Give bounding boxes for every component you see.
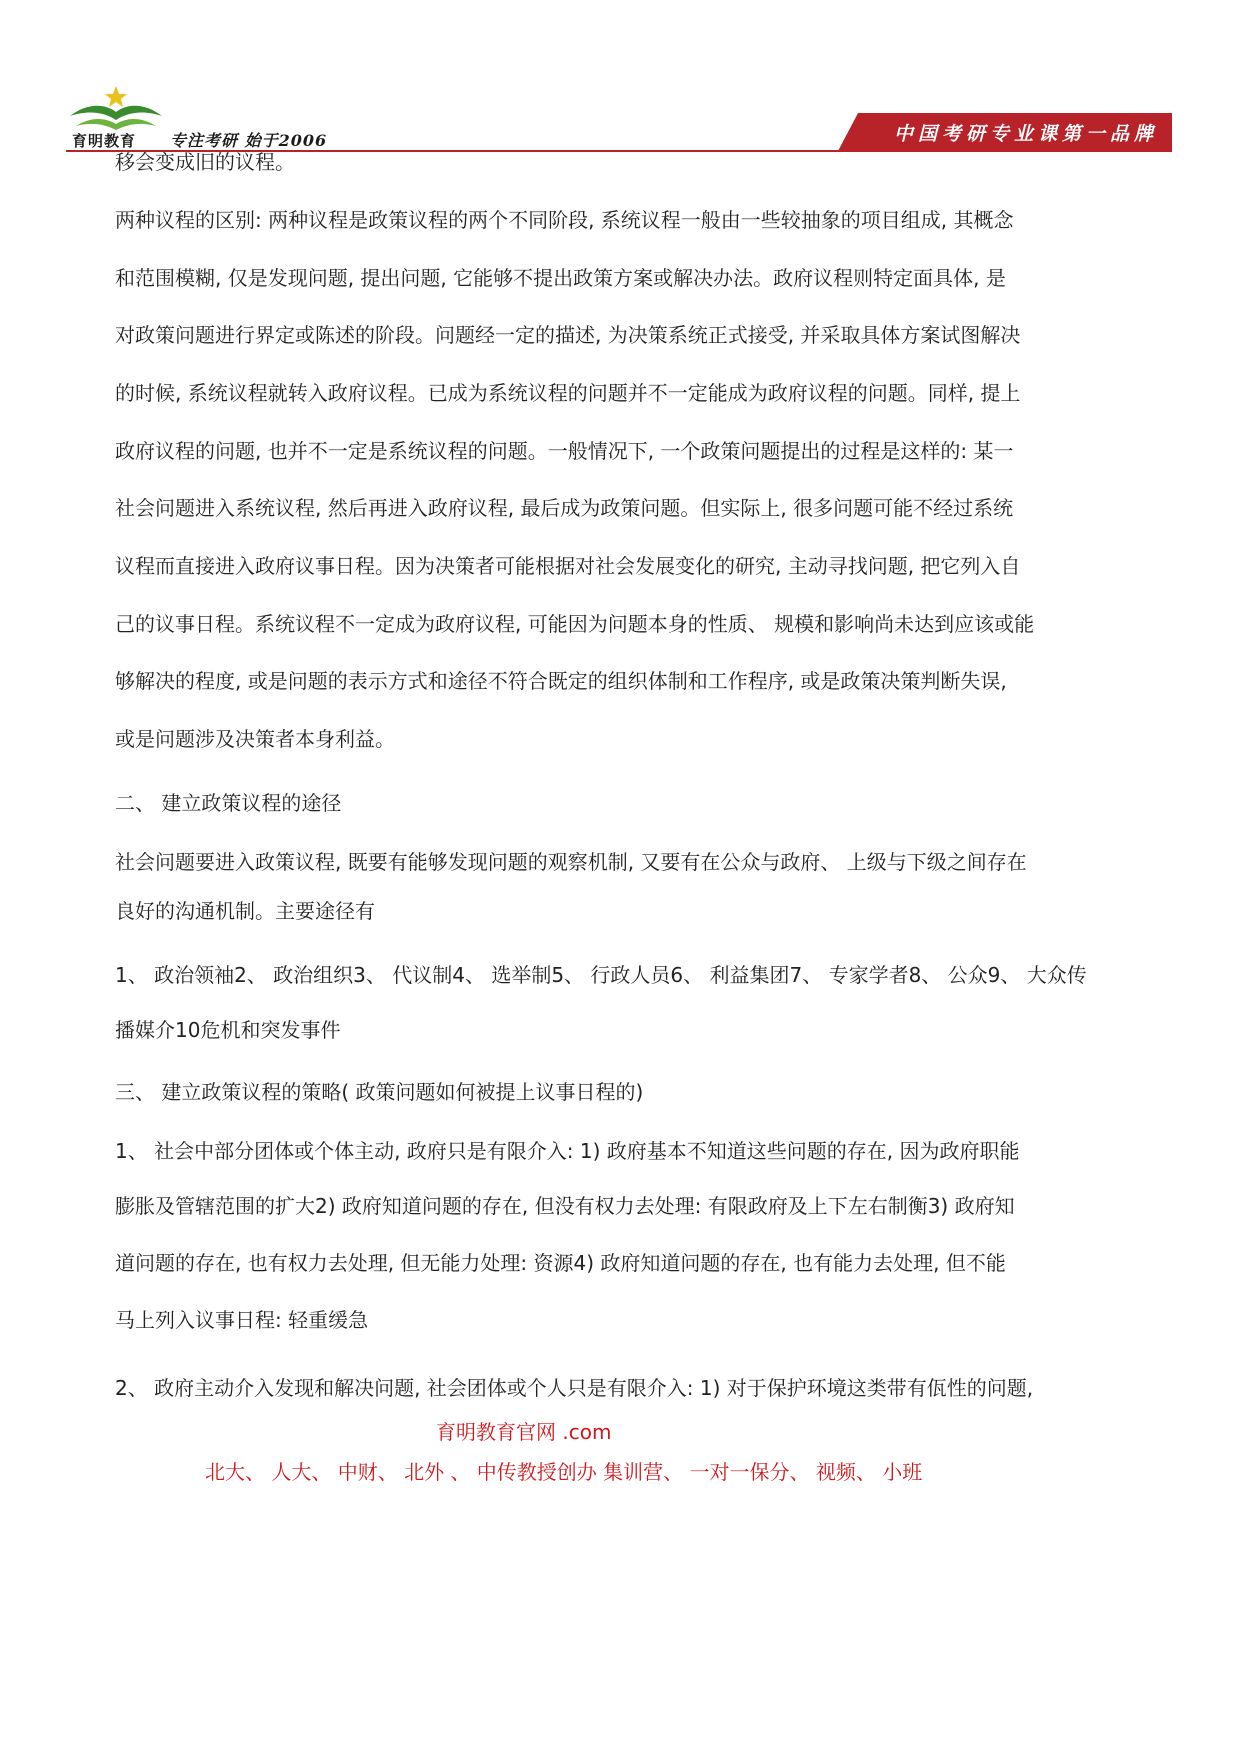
- list-line: 播媒介10危机和突发事件: [115, 1018, 341, 1042]
- text-line: 和范围模糊, 仅是发现问题, 提出问题, 它能够不提出政策方案或解决办法。政府议程则特定面具体, 是: [115, 266, 1006, 290]
- page-header: [0, 0, 1240, 160]
- text-line: 膨胀及管辖范围的扩大2) 政府知道问题的存在, 但没有权力去处理: 有限政府及上下左右制衡3) 政府知: [115, 1194, 1015, 1218]
- text-line: 或是问题涉及决策者本身利益。: [115, 727, 395, 751]
- text-line: 两种议程的区别: 两种议程是政策议程的两个不同阶段, 系统议程一般由一些较抽象的项目组成, 其概念: [115, 208, 1014, 232]
- section-heading: 二、 建立政策议程的途径: [115, 791, 342, 815]
- text-line: 对政策问题进行界定或陈述的阶段。问题经一定的描述, 为决策系统正式接受, 并采取具体方案试图解决: [115, 323, 1021, 347]
- text-line: 道问题的存在, 也有权力去处理, 但无能力处理: 资源4) 政府知道问题的存在, 也有能力去处理, 但不能: [115, 1251, 1006, 1275]
- logo-leaf-icon: [66, 82, 166, 132]
- list-line: 1、 政治领袖2、 政治组织3、 代议制4、 选举制5、 行政人员6、 利益集团7、 专家学者8、 公众9、 大众传: [115, 963, 1087, 987]
- text-line: 社会问题要进入政策议程, 既要有能够发现问题的观察机制, 又要有在公众与政府、 上级与下级之间存在: [115, 850, 1027, 874]
- text-line: 1、 社会中部分团体或个体主动, 政府只是有限介入: 1) 政府基本不知道这些问题的存在, 因为政府职能: [115, 1139, 1020, 1163]
- text-line: 己的议事日程。系统议程不一定成为政府议程, 可能因为问题本身的性质、 规模和影响尚未达到应该或能: [115, 612, 1035, 636]
- logo-text: 育明教育: [72, 132, 137, 150]
- text-line: 移会变成旧的议程。: [115, 150, 295, 174]
- text-line: 政府议程的问题, 也并不一定是系统议程的问题。一般情况下, 一个政策问题提出的过程是这样的: 某一: [115, 439, 1014, 463]
- text-line: 2、 政府主动介入发现和解决问题, 社会团体或个人只是有限介入: 1) 对于保护环境这类带有佤性的问题,: [115, 1376, 1034, 1400]
- text-line: 良好的沟通机制。主要途径有: [115, 899, 375, 923]
- footer-tagline: 北大、 人大、 中财、 北外 、 中传教授创办 集训营、 一对一保分、 视频、 小班: [205, 1460, 923, 1484]
- text-line: 够解决的程度, 或是问题的表示方式和途径不符合既定的组织体制和工作程序, 或是政策决策判断失误,: [115, 669, 1007, 693]
- text-line: 马上列入议事日程: 轻重缓急: [115, 1308, 369, 1332]
- text-line: 社会问题进入系统议程, 然后再进入政府议程, 最后成为政策问题。但实际上, 很多问题可能不经过系统: [115, 496, 1014, 520]
- footer-site: 育明教育官网 .com: [436, 1420, 612, 1444]
- header-banner-text: 中国考研专业课第一品牌: [894, 123, 1159, 145]
- header-slogan: 专注考研 始于2006: [170, 131, 328, 150]
- section-heading: 三、 建立政策议程的策略( 政策问题如何被提上议事日程的): [115, 1080, 644, 1104]
- text-line: 议程而直接进入政府议事日程。因为决策者可能根据对社会发展变化的研究, 主动寻找问题, 把它列入自: [115, 554, 1021, 578]
- text-line: 的时候, 系统议程就转入政府议程。已成为系统议程的问题并不一定能成为政府议程的问题。同样, 提上: [115, 381, 1021, 405]
